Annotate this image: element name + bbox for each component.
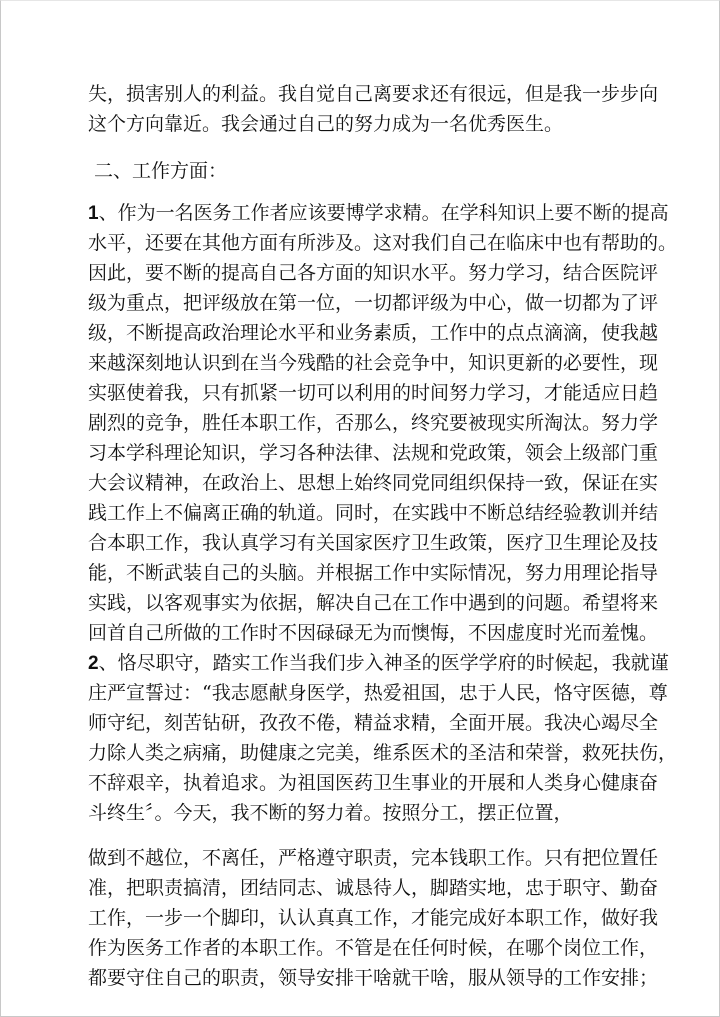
text-line: 庄严宣誓过：“我志愿献身医学，热爱祖国，忠于人民，恪守医德，尊 [88, 682, 668, 704]
text-line: 力除人类之病痛，助健康之完美，维系医术的圣洁和荣誉，救死扶伤， [88, 742, 678, 764]
text-line: 回首自己所做的工作时不因碌碌无为而懊悔，不因虚度时光而羞愧。 [88, 622, 659, 644]
section-heading-text: 二、工作方面： [94, 160, 228, 182]
text-line: 践工作上不偏离正确的轨道。同时，在实践中不断总结经验教训并结 [88, 502, 659, 524]
text-line [88, 198, 669, 228]
list-item-number: 1 [88, 203, 99, 224]
text-line: 这个方向靠近。我会通过自己的努力成为一名优秀医生。 [88, 113, 564, 135]
text-line [88, 648, 669, 678]
text-line: 准，把职责搞清，团结同志、诚恳待人，脚踏实地，忠于职守、勤奋 [88, 877, 659, 899]
text-line: 做到不越位，不离任，严格遵守职责，完本钱职工作。只有把位置任 [88, 847, 659, 869]
text-line: 级，不断提高政治理论水平和业务素质，工作中的点点滴滴，使我越 [88, 322, 659, 344]
text-fragment: 、作为一名医务工作者应该要博学求精。在学科知识上要不断的提高 [98, 202, 669, 224]
text-line: 师守纪，刻苦钻研，孜孜不倦，精益求精，全面开展。我决心竭尽全 [88, 712, 659, 734]
text-line: 作为医务工作者的本职工作。不管是在任何时候，在哪个岗位工作， [88, 937, 659, 959]
list-item-1 [88, 198, 678, 648]
paragraph-continuation [88, 843, 659, 993]
text-line: 合本职工作，我认真学习有关国家医疗卫生政策，医疗卫生理论及技 [88, 532, 659, 554]
text-line: 大会议精神，在政治上、思想上始终同党同组织保持一致，保证在实 [88, 472, 659, 494]
paragraph-intro [88, 79, 659, 139]
text-line: 不辞艰辛，执着追求。为祖国医药卫生事业的开展和人类身心健康奋 [88, 772, 659, 794]
text-fragment: 、恪尽职守，踏实工作当我们步入神圣的医学学府的时候起，我就谨 [98, 652, 669, 674]
text-line: 因此，要不断的提高自己各方面的知识水平。努力学习，结合医院评 [88, 262, 659, 284]
text-line: 水平，还要在其他方面有所涉及。这对我们自己在临床中也有帮助的。 [88, 232, 678, 254]
text-line: 能，不断武装自己的头脑。并根据工作中实际情况，努力用理论指导 [88, 562, 659, 584]
text-line: 实践，以客观事实为依据，解决自己在工作中遇到的问题。希望将来 [88, 592, 659, 614]
text-line: 剧烈的竞争，胜任本职工作，否那么，终究要被现实所淘汰。努力学 [88, 412, 659, 434]
text-line: 级为重点，把评级放在第一位，一切都评级为中心，做一切都为了评 [88, 292, 659, 314]
text-line: 都要守住自己的职责，领导安排干啥就干啥，服从领导的工作安排； [88, 967, 659, 989]
list-item-2 [88, 648, 678, 828]
list-item-number: 2 [88, 653, 99, 674]
text-line: 斗终生〞。今天，我不断的努力着。按照分工，摆正位置， [88, 802, 573, 824]
document-body [88, 79, 678, 993]
text-line: 来越深刻地认识到在当今残酷的社会竞争中，知识更新的必要性，现 [88, 352, 659, 374]
text-line: 失，损害别人的利益。我自觉自己离要求还有很远，但是我一步步向 [88, 83, 659, 105]
section-heading [88, 156, 639, 186]
text-line: 实驱使着我，只有抓紧一切可以利用的时间努力学习，才能适应日趋 [88, 382, 659, 404]
text-line: 工作，一步一个脚印，认认真真工作，才能完成好本职工作，做好我 [88, 907, 659, 929]
text-line: 习本学科理论知识，学习各种法律、法规和党政策，领会上级部门重 [88, 442, 659, 464]
